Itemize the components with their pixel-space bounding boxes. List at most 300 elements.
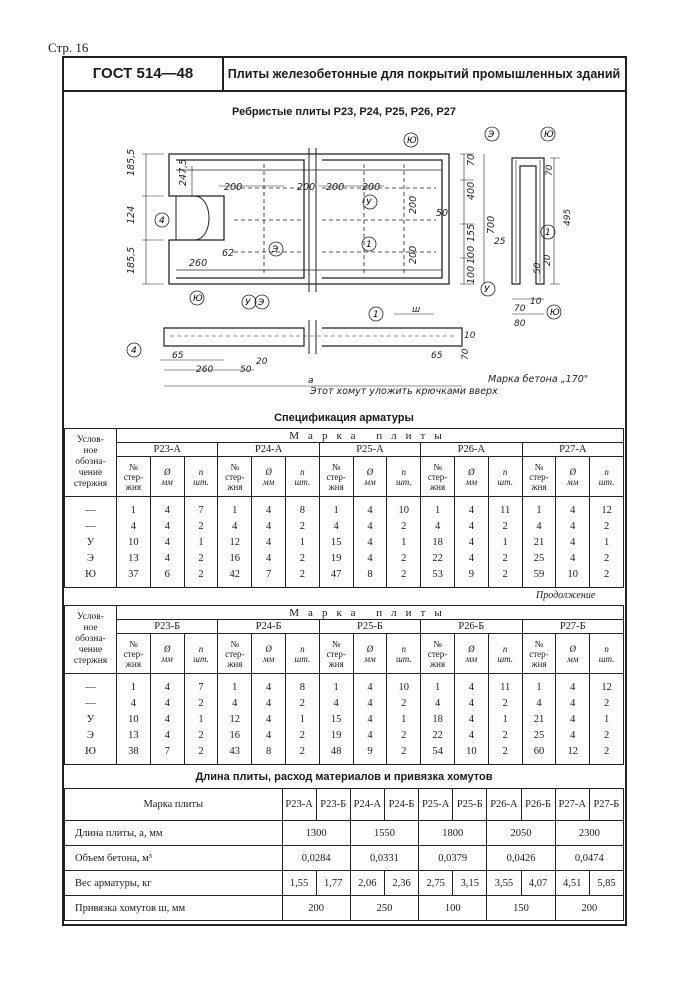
spec-cell: 4 xyxy=(252,497,286,519)
spec-cell: 4 xyxy=(252,518,286,534)
spec-cell: 4 xyxy=(353,727,387,743)
spec-cell: 11 xyxy=(488,674,522,696)
spec-cell: 22 xyxy=(421,727,455,743)
dim-185-5-top: 185,5 xyxy=(126,148,137,176)
spec-cell: 1 xyxy=(590,534,624,550)
dim-200-a: 200 xyxy=(224,182,243,193)
spec-cell: 22 xyxy=(421,550,455,566)
spec-row xyxy=(65,497,624,519)
steel-value: 4,51 xyxy=(555,871,589,896)
dim-100-a: 100 xyxy=(466,245,477,264)
sub-header-row-a: № стер- жня Ø мм n шт. № стер- жня Ø мм n шт. № стер- жня Ø мм n шт. № стер- жня Ø мм n шт. № стер- жня Ø мм n шт. xyxy=(65,457,624,497)
spec-cell: 2 xyxy=(285,727,319,743)
spec-cell: 2 xyxy=(387,727,421,743)
spec-cell: 1 xyxy=(184,534,218,550)
label-yu-4: Ю xyxy=(550,308,560,318)
length-value: 1800 xyxy=(419,821,487,846)
stirrup-value: 250 xyxy=(350,896,418,921)
spec-cell: 42 xyxy=(218,566,252,588)
steel-row xyxy=(65,871,624,896)
spec-row xyxy=(65,518,624,534)
label-yu-2: Ю xyxy=(193,294,203,304)
spec-row xyxy=(65,566,624,588)
brand-row xyxy=(65,789,624,821)
spec-cell: 2 xyxy=(184,695,218,711)
spec-cell: 2 xyxy=(285,695,319,711)
dim-62: 62 xyxy=(222,248,235,259)
brand: Р23-А xyxy=(282,789,316,821)
dim-185-5-bottom: 185,5 xyxy=(126,246,137,274)
concrete-value: 0,0379 xyxy=(419,846,487,871)
rod-symbol: Ю xyxy=(65,566,117,588)
spec-cell: 2 xyxy=(184,743,218,765)
spec-cell: 1 xyxy=(117,674,151,696)
spec-table-b xyxy=(64,605,624,765)
spec-cell: 2 xyxy=(285,518,319,534)
brand: Р26-Б xyxy=(421,620,522,634)
spec-cell: 48 xyxy=(319,743,353,765)
dim-80: 80 xyxy=(514,319,526,329)
steel-value: 3,15 xyxy=(453,871,487,896)
dim-200-c: 200 xyxy=(326,182,345,193)
spec-cell: 2 xyxy=(488,743,522,765)
length-value: 1550 xyxy=(350,821,418,846)
section-dim-text xyxy=(494,164,573,329)
spec-cell: 4 xyxy=(421,695,455,711)
spec-cell: 7 xyxy=(184,497,218,519)
stirrup-row xyxy=(65,896,624,921)
dim-10: 10 xyxy=(530,297,542,307)
label-1-2: 1 xyxy=(373,310,379,320)
dim-70-bottom: 70 xyxy=(514,304,526,314)
spec-cell: 4 xyxy=(252,674,286,696)
lengths-title: Длина плиты, расход материалов и привязка хомутов xyxy=(195,771,493,783)
drawing-title: Ребристые плиты Р23, Р24, Р25, Р26, Р27 xyxy=(232,106,456,118)
steel-value: 1,55 xyxy=(282,871,316,896)
page-number: Стр. 16 xyxy=(48,40,89,55)
spec-cell: 4 xyxy=(454,534,488,550)
spec-cell: 10 xyxy=(117,711,151,727)
spec-cell: 21 xyxy=(522,711,556,727)
spec-cell: 2 xyxy=(285,566,319,588)
steel-value: 2,75 xyxy=(419,871,453,896)
length-label: Длина плиты, а, мм xyxy=(65,821,283,846)
spec-cell: 4 xyxy=(353,550,387,566)
spec-cell: 38 xyxy=(117,743,151,765)
spec-cell: 2 xyxy=(184,727,218,743)
spec-cell: 1 xyxy=(421,497,455,519)
rod-label: Услов- ное обозна- чение стержня xyxy=(65,429,117,497)
dim-200-f: 200 xyxy=(408,245,419,264)
spec-cell: 4 xyxy=(353,518,387,534)
spec-row xyxy=(65,743,624,765)
spec-cell: 4 xyxy=(353,695,387,711)
dim-65-right: 65 xyxy=(431,351,443,361)
dim-sh: ш xyxy=(412,305,421,315)
concrete-value: 0,0426 xyxy=(487,846,555,871)
spec-cell: 2 xyxy=(488,695,522,711)
rod-symbol: — xyxy=(65,518,117,534)
spec-cell: 21 xyxy=(522,534,556,550)
label-e-3: Э xyxy=(488,130,495,140)
spec-cell: 4 xyxy=(150,550,184,566)
stirrup-label: Привязка хомутов ш, мм xyxy=(65,896,283,921)
spec-cell: 1 xyxy=(522,674,556,696)
brand-header: Марка плиты xyxy=(117,429,624,443)
plan-labels xyxy=(155,133,418,305)
brand: Р25-Б xyxy=(453,789,487,821)
spec-cell: 1 xyxy=(522,497,556,519)
spec-cell: 9 xyxy=(353,743,387,765)
cross-section xyxy=(512,158,560,314)
spec-cell: 2 xyxy=(184,550,218,566)
spec-cell: 4 xyxy=(556,550,590,566)
spec-cell: 4 xyxy=(252,727,286,743)
spec-cell: 4 xyxy=(117,518,151,534)
brand-label: Марка плиты xyxy=(65,789,283,821)
dim-700: 700 xyxy=(486,215,497,234)
spec-cell: 1 xyxy=(184,711,218,727)
spec-cell: 2 xyxy=(590,743,624,765)
brand: Р27-А xyxy=(555,789,589,821)
spec-title: Спецификация арматуры xyxy=(274,412,414,424)
concrete-label: Объем бетона, м³ xyxy=(65,846,283,871)
spec-body-a xyxy=(65,497,624,588)
spec-cell: 2 xyxy=(184,518,218,534)
spec-cell: 4 xyxy=(150,711,184,727)
spec-cell: 47 xyxy=(319,566,353,588)
spec-table-a xyxy=(64,428,624,588)
spec-cell: 2 xyxy=(590,518,624,534)
steel-value: 2,06 xyxy=(350,871,384,896)
brand: Р24-А xyxy=(350,789,384,821)
brand: Р24-Б xyxy=(384,789,418,821)
label-y-1: У xyxy=(366,198,372,208)
dim-20-elev: 20 xyxy=(256,357,268,367)
dim-50-plan: 50 xyxy=(436,208,449,219)
spec-cell: 4 xyxy=(218,518,252,534)
spec-cell: 2 xyxy=(590,550,624,566)
spec-body-b xyxy=(65,674,624,765)
rod-symbol: — xyxy=(65,497,117,519)
spec-cell: 2 xyxy=(590,695,624,711)
spec-cell: 4 xyxy=(454,497,488,519)
spec-cell: 53 xyxy=(421,566,455,588)
label-yu-3: Ю xyxy=(544,130,554,140)
spec-cell: 18 xyxy=(421,711,455,727)
rod-symbol: У xyxy=(65,711,117,727)
concrete-value: 0,0331 xyxy=(350,846,418,871)
spec-cell: 19 xyxy=(319,727,353,743)
rod-symbol: Ю xyxy=(65,743,117,765)
spec-row xyxy=(65,674,624,696)
spec-cell: 1 xyxy=(488,534,522,550)
spec-cell: 4 xyxy=(556,674,590,696)
dim-200-e: 200 xyxy=(408,195,419,214)
stirrup-value: 150 xyxy=(487,896,555,921)
spec-cell: 4 xyxy=(252,695,286,711)
spec-cell: 6 xyxy=(150,566,184,588)
spec-cell: 4 xyxy=(556,518,590,534)
spec-cell: 4 xyxy=(454,695,488,711)
steel-label: Вес арматуры, кг xyxy=(65,871,283,896)
spec-cell: 10 xyxy=(387,497,421,519)
spec-cell: 10 xyxy=(556,566,590,588)
steel-value: 1,77 xyxy=(316,871,350,896)
spec-cell: 2 xyxy=(590,566,624,588)
stirrup-value: 200 xyxy=(555,896,623,921)
brand: Р23-А xyxy=(117,443,218,457)
concrete-row xyxy=(65,846,624,871)
spec-cell: 9 xyxy=(454,566,488,588)
spec-cell: 25 xyxy=(522,550,556,566)
spec-cell: 4 xyxy=(319,518,353,534)
spec-cell: 2 xyxy=(488,566,522,588)
spec-cell: 1 xyxy=(285,711,319,727)
spec-cell: 2 xyxy=(387,518,421,534)
spec-cell: 1 xyxy=(387,711,421,727)
spec-cell: 4 xyxy=(150,518,184,534)
dim-65-left: 65 xyxy=(172,351,184,361)
spec-row xyxy=(65,711,624,727)
spec-cell: 4 xyxy=(556,534,590,550)
continued-note: Продолжение xyxy=(536,590,596,601)
dim-155: 155 xyxy=(466,223,477,242)
spec-cell: 7 xyxy=(150,743,184,765)
brand-row-a xyxy=(65,443,624,457)
spec-cell: 4 xyxy=(319,695,353,711)
spec-cell: 2 xyxy=(387,695,421,711)
spec-cell: 4 xyxy=(454,727,488,743)
spec-cell: 8 xyxy=(252,743,286,765)
rod-symbol: — xyxy=(65,674,117,696)
spec-cell: 12 xyxy=(590,674,624,696)
rod-symbol: — xyxy=(65,695,117,711)
brand: Р27-Б xyxy=(522,620,623,634)
spec-cell: 1 xyxy=(218,497,252,519)
spec-cell: 2 xyxy=(590,727,624,743)
dim-70-section: 70 xyxy=(545,164,555,176)
spec-cell: 59 xyxy=(522,566,556,588)
spec-cell: 15 xyxy=(319,711,353,727)
spec-cell: 7 xyxy=(184,674,218,696)
spec-cell: 1 xyxy=(218,674,252,696)
spec-cell: 11 xyxy=(488,497,522,519)
brand: Р26-А xyxy=(421,443,522,457)
steel-value: 2,36 xyxy=(384,871,418,896)
spec-cell: 4 xyxy=(454,550,488,566)
dim-400: 400 xyxy=(466,181,477,200)
brand: Р24-А xyxy=(218,443,319,457)
dim-50-elev: 50 xyxy=(240,365,252,375)
rod-symbol: У xyxy=(65,534,117,550)
rod-symbol: Э xyxy=(65,550,117,566)
dim-50-section: 50 xyxy=(533,262,543,274)
dim-20-section: 20 xyxy=(543,254,553,266)
spec-cell: 12 xyxy=(556,743,590,765)
brand-header: Марка плиты xyxy=(117,606,624,620)
spec-cell: 1 xyxy=(319,674,353,696)
standard-number: ГОСТ 514—48 xyxy=(64,58,224,90)
brand: Р27-А xyxy=(522,443,623,457)
dim-200-d: 200 xyxy=(362,182,381,193)
spec-cell: 4 xyxy=(556,711,590,727)
length-row xyxy=(65,821,624,846)
steel-value: 3,55 xyxy=(487,871,521,896)
spec-cell: 4 xyxy=(454,711,488,727)
dim-124: 124 xyxy=(126,205,137,224)
spec-cell: 1 xyxy=(285,534,319,550)
spec-cell: 2 xyxy=(488,727,522,743)
brand: Р26-А xyxy=(487,789,521,821)
dim-70-plan: 70 xyxy=(466,153,477,166)
spec-cell: 4 xyxy=(353,497,387,519)
spec-cell: 4 xyxy=(353,674,387,696)
spec-cell: 8 xyxy=(285,497,319,519)
label-y-2: У xyxy=(245,298,251,308)
label-y-3: У xyxy=(484,285,490,295)
title-block xyxy=(64,58,625,92)
dim-70-elev: 70 xyxy=(461,348,471,360)
spec-cell: 4 xyxy=(150,695,184,711)
spec-cell: 19 xyxy=(319,550,353,566)
label-4-1: 4 xyxy=(159,216,165,226)
spec-cell: 16 xyxy=(218,550,252,566)
sub-header-row-b: № стер- жня Ø мм n шт. № стер- жня Ø мм n шт. № стер- жня Ø мм n шт. № стер- жня Ø мм n шт. № стер- жня Ø мм n шт. xyxy=(65,634,624,674)
spec-cell: 54 xyxy=(421,743,455,765)
elevation-labels xyxy=(127,295,383,357)
lengths-table xyxy=(64,788,624,921)
spec-cell: 4 xyxy=(353,711,387,727)
concrete-value: 0,0284 xyxy=(282,846,350,871)
dim-a: а xyxy=(308,376,314,386)
spec-cell: 25 xyxy=(522,727,556,743)
spec-cell: 2 xyxy=(285,743,319,765)
spec-row xyxy=(65,534,624,550)
dim-200-b: 200 xyxy=(297,182,316,193)
technical-drawing xyxy=(64,124,624,414)
stirrup-note: Этот хомут уложить крючками вверх xyxy=(310,386,498,397)
spec-cell: 2 xyxy=(184,566,218,588)
spec-cell: 4 xyxy=(117,695,151,711)
spec-cell: 1 xyxy=(421,674,455,696)
spec-cell: 1 xyxy=(117,497,151,519)
document-title: Плиты железобетонные для покрытий промышленных зданий xyxy=(227,67,621,81)
spec-cell: 15 xyxy=(319,534,353,550)
brand: Р24-Б xyxy=(218,620,319,634)
spec-cell: 4 xyxy=(150,497,184,519)
spec-row xyxy=(65,550,624,566)
label-e-1: Э xyxy=(272,245,279,255)
brand: Р25-Б xyxy=(319,620,420,634)
spec-cell: 4 xyxy=(454,674,488,696)
spec-cell: 4 xyxy=(252,711,286,727)
dim-260-plan: 260 xyxy=(189,258,208,269)
spec-cell: 4 xyxy=(556,497,590,519)
spec-cell: 2 xyxy=(387,743,421,765)
rod-symbol: Э xyxy=(65,727,117,743)
brand: Р25-А xyxy=(319,443,420,457)
brand: Р25-А xyxy=(419,789,453,821)
spec-cell: 7 xyxy=(252,566,286,588)
brand-row-b xyxy=(65,620,624,634)
concrete-grade-note: Марка бетона „170" xyxy=(488,374,589,385)
spec-cell: 10 xyxy=(387,674,421,696)
brand: Р23-Б xyxy=(316,789,350,821)
steel-value: 4,07 xyxy=(521,871,555,896)
label-4-2: 4 xyxy=(131,346,137,356)
spec-cell: 10 xyxy=(117,534,151,550)
spec-cell: 2 xyxy=(387,566,421,588)
spec-cell: 13 xyxy=(117,550,151,566)
stirrup-value: 100 xyxy=(419,896,487,921)
spec-cell: 8 xyxy=(353,566,387,588)
spec-cell: 18 xyxy=(421,534,455,550)
dim-25: 25 xyxy=(494,237,506,247)
spec-cell: 2 xyxy=(285,550,319,566)
brand: Р26-Б xyxy=(521,789,555,821)
length-value: 2050 xyxy=(487,821,555,846)
dim-247-5: 247,5 xyxy=(178,158,189,186)
dim-495: 495 xyxy=(563,208,573,226)
spec-row xyxy=(65,695,624,711)
spec-cell: 4 xyxy=(150,727,184,743)
rod-label: Услов- ное обозна- чение стержня xyxy=(65,606,117,674)
spec-cell: 4 xyxy=(454,518,488,534)
steel-value: 5,85 xyxy=(589,871,623,896)
side-elevation xyxy=(164,320,462,354)
spec-cell: 4 xyxy=(252,534,286,550)
spec-cell: 2 xyxy=(387,550,421,566)
plan-view xyxy=(169,148,449,292)
spec-cell: 1 xyxy=(387,534,421,550)
brand: Р23-Б xyxy=(117,620,218,634)
spec-cell: 4 xyxy=(421,518,455,534)
spec-cell: 4 xyxy=(353,534,387,550)
spec-cell: 1 xyxy=(590,711,624,727)
spec-cell: 4 xyxy=(522,695,556,711)
brand: Р27-Б xyxy=(589,789,623,821)
spec-cell: 8 xyxy=(285,674,319,696)
dim-10-elev: 10 xyxy=(464,331,476,341)
spec-cell: 37 xyxy=(117,566,151,588)
length-value: 1300 xyxy=(282,821,350,846)
spec-cell: 4 xyxy=(150,534,184,550)
spec-cell: 12 xyxy=(590,497,624,519)
spec-row xyxy=(65,727,624,743)
spec-cell: 60 xyxy=(522,743,556,765)
dim-100-b: 100 xyxy=(466,265,477,284)
spec-cell: 12 xyxy=(218,711,252,727)
spec-cell: 12 xyxy=(218,534,252,550)
spec-cell: 16 xyxy=(218,727,252,743)
spec-cell: 4 xyxy=(150,674,184,696)
spec-cell: 4 xyxy=(556,727,590,743)
spec-cell: 4 xyxy=(218,695,252,711)
spec-cell: 13 xyxy=(117,727,151,743)
length-value: 2300 xyxy=(555,821,623,846)
concrete-value: 0,0474 xyxy=(555,846,623,871)
spec-cell: 1 xyxy=(319,497,353,519)
spec-cell: 4 xyxy=(522,518,556,534)
label-1-1: 1 xyxy=(366,240,372,250)
dim-260-elev: 260 xyxy=(196,365,214,375)
spec-cell: 2 xyxy=(488,550,522,566)
spec-cell: 4 xyxy=(252,550,286,566)
spec-cell: 43 xyxy=(218,743,252,765)
spec-cell: 10 xyxy=(454,743,488,765)
label-e-2: Э xyxy=(258,298,265,308)
